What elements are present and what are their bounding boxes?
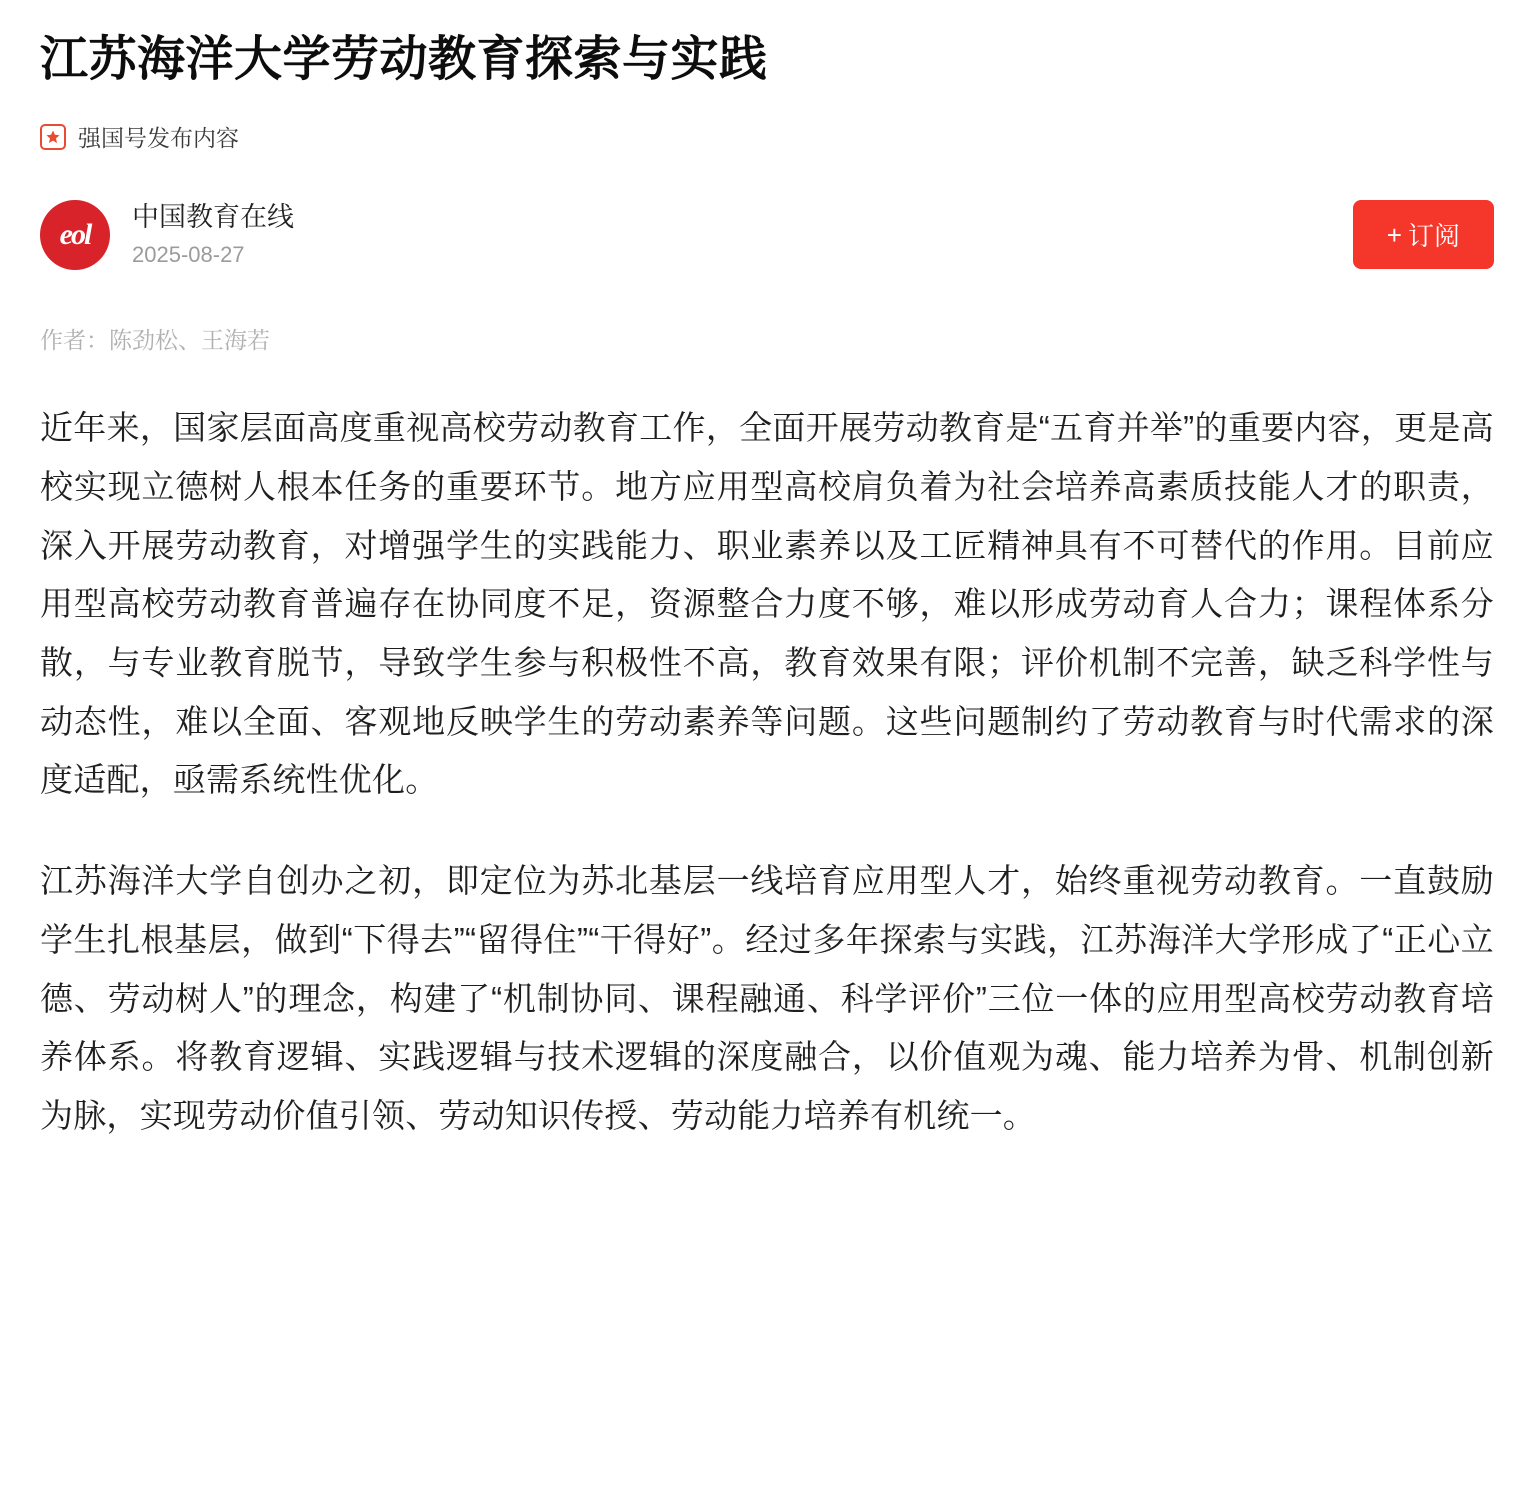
- paragraph: 江苏海洋大学自创办之初，即定位为苏北基层一线培育应用型人才，始终重视劳动教育。一直鼓励学生扎根基层，做到“下得去”“留得住”“干得好”。经过多年探索与实践，江苏海洋大学形成了“正心立德、劳动树人”的理念，构建了“机制协同、课程融通、科学评价”三位一体的应用型高校劳动教育培养体系。将教育逻辑、实践逻辑与技术逻辑的深度融合，以价值观为魂、能力培养为骨、机制创新为脉，实现劳动价值引领、劳动知识传授、劳动能力培养有机统一。: [40, 862, 1494, 1135]
- paragraph: 近年来，国家层面高度重视高校劳动教育工作，全面开展劳动教育是“五育并举”的重要内容，更是高校实现立德树人根本任务的重要环节。地方应用型高校肩负着为社会培养高素质技能人才的职责，深入开展劳动教育，对增强学生的实践能力、职业素养以及工匠精神具有不可替代的作用。目前应用型高校劳动教育普遍存在协同度不足，资源整合力度不够，难以形成劳动育人合力；课程体系分散，与专业教育脱节，导致学生参与积极性不高，教育效果有限；评价机制不完善，缺乏科学性与动态性，难以全面、客观地反映学生的劳动素养等问题。这些问题制约了劳动教育与时代需求的深度适配，亟需系统性优化。: [40, 409, 1494, 799]
- page-title: 江苏海洋大学劳动教育探索与实践: [40, 33, 768, 86]
- subscribe-label: 订阅: [1407, 221, 1460, 252]
- avatar[interactable]: [40, 200, 110, 270]
- article-body: [40, 399, 1494, 1146]
- publish-date: 2025-08-27: [132, 242, 245, 268]
- publisher-badge: [40, 120, 1494, 153]
- source-row: [40, 199, 1494, 270]
- avatar-logo-text: eol: [59, 217, 91, 251]
- author-line: 作者：陈劲松、王海若: [40, 327, 270, 354]
- subscribe-button[interactable]: [1353, 200, 1494, 269]
- plus-icon: +: [1386, 219, 1402, 250]
- badge-label: 强国号发布内容: [78, 125, 239, 151]
- star-badge-icon: [40, 124, 66, 150]
- source-meta: [132, 199, 294, 270]
- source-name[interactable]: 中国教育在线: [132, 202, 294, 232]
